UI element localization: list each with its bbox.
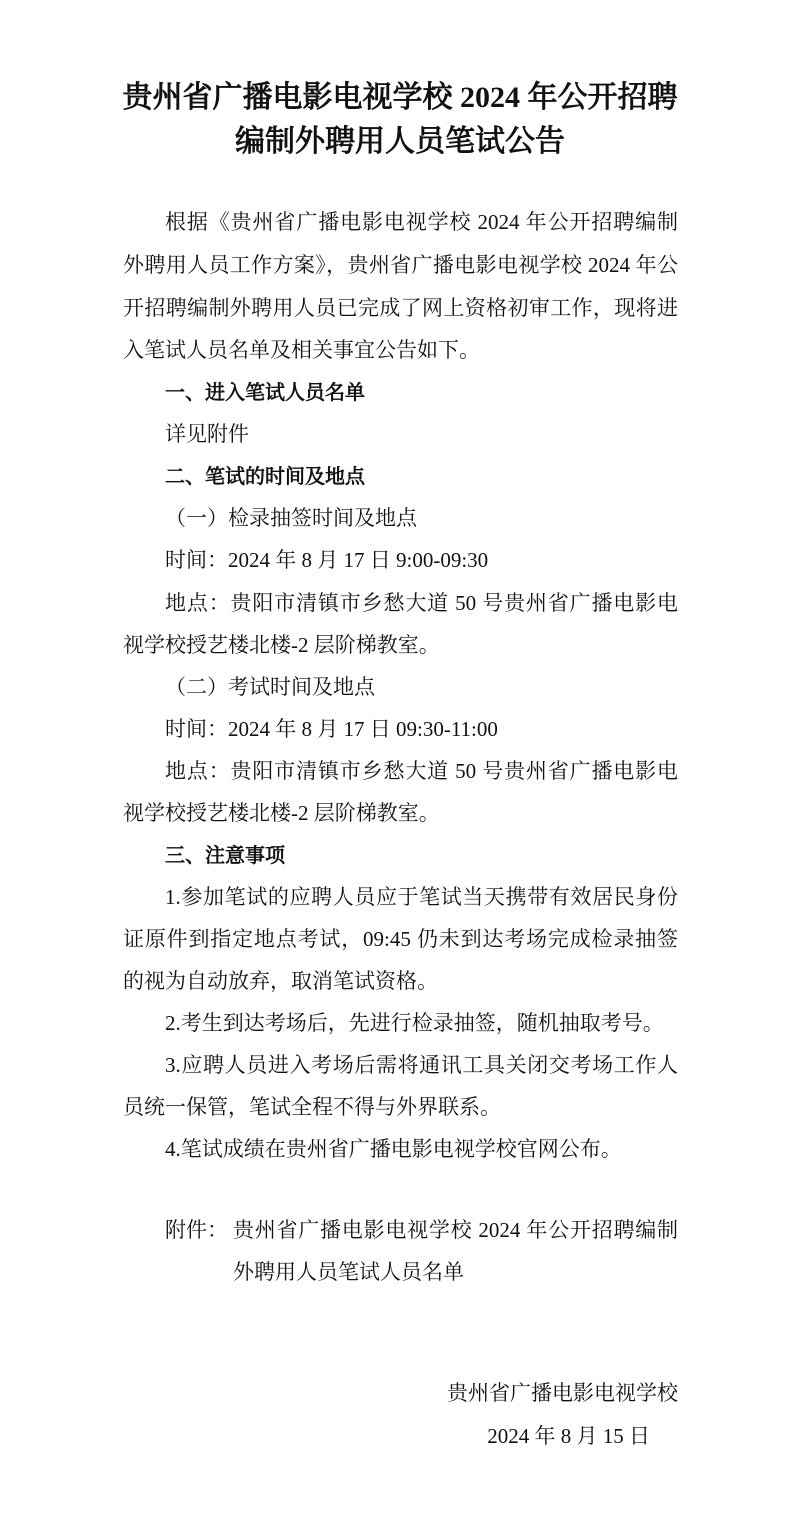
- paragraph-line: 开招聘编制外聘用人员已完成了网上资格初审工作，现将进: [123, 296, 678, 320]
- note-line: 2.考生到达考场后，先进行检录抽签，随机抽取考号。: [165, 1011, 664, 1035]
- note-line: 员统一保管，笔试全程不得与外界联系。: [123, 1095, 501, 1119]
- checkin-location-line: 视学校授艺楼北楼-2 层阶梯教室。: [123, 633, 440, 657]
- section-heading: 二、笔试的时间及地点: [165, 464, 365, 488]
- attachment-label: 附件：: [165, 1218, 228, 1242]
- issue-date: 2024 年 8 月 15 日: [487, 1424, 650, 1448]
- exam-time: 时间：2024 年 8 月 17 日 09:30-11:00: [165, 717, 498, 741]
- issuing-organization: 贵州省广播电影电视学校: [447, 1381, 678, 1405]
- note-line: 3.应聘人员进入考场后需将通讯工具关闭交考场工作人: [165, 1053, 678, 1077]
- note-line: 4.笔试成绩在贵州省广播电影电视学校官网公布。: [165, 1137, 622, 1161]
- subsection-heading: （一）检录抽签时间及地点: [165, 506, 417, 530]
- exam-location-line: 地点：贵阳市清镇市乡愁大道 50 号贵州省广播电影电: [165, 759, 678, 783]
- attachment-line: 贵州省广播电影电视学校 2024 年公开招聘编制: [233, 1218, 678, 1242]
- section-heading: 三、注意事项: [165, 843, 285, 867]
- paragraph-line: 根据《贵州省广播电影电视学校 2024 年公开招聘编制: [165, 210, 678, 234]
- note-line: 的视为自动放弃，取消笔试资格。: [123, 969, 438, 993]
- subsection-heading: （二）考试时间及地点: [165, 675, 375, 699]
- checkin-location-line: 地点：贵阳市清镇市乡愁大道 50 号贵州省广播电影电: [165, 591, 678, 615]
- title-line: 贵州省广播电影电视学校 2024 年公开招聘: [122, 81, 678, 114]
- attachment-line: 外聘用人员笔试人员名单: [233, 1260, 464, 1284]
- title-line: 编制外聘用人员笔试公告: [235, 125, 565, 158]
- section-body: 详见附件: [165, 422, 249, 446]
- note-line: 证原件到指定地点考试，09:45 仍未到达考场完成检录抽签: [123, 927, 678, 951]
- paragraph-line: 入笔试人员名单及相关事宜公告如下。: [123, 338, 480, 362]
- paragraph-line: 外聘用人员工作方案》，贵州省广播电影电视学校 2024 年公: [123, 253, 678, 277]
- note-line: 1.参加笔试的应聘人员应于笔试当天携带有效居民身份: [165, 885, 678, 909]
- section-heading: 一、进入笔试人员名单: [165, 380, 365, 404]
- checkin-time: 时间：2024 年 8 月 17 日 9:00-09:30: [165, 548, 489, 572]
- exam-location-line: 视学校授艺楼北楼-2 层阶梯教室。: [123, 801, 440, 825]
